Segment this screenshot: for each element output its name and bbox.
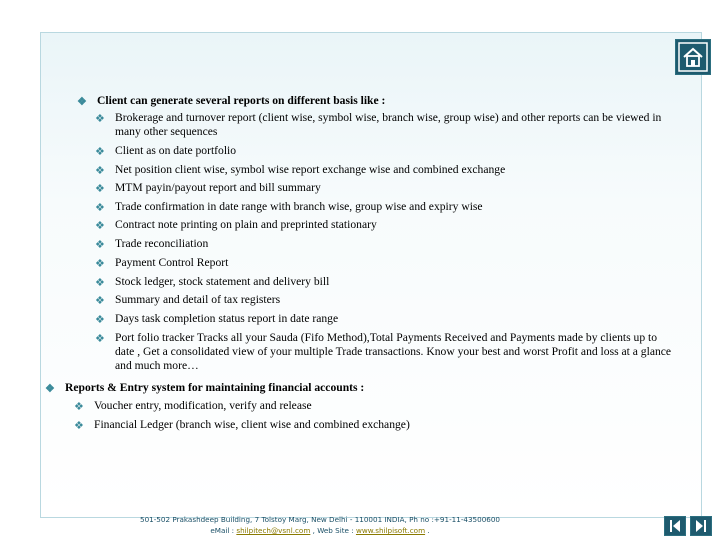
- list-item: ❖ Days task completion status report in date range: [95, 312, 339, 326]
- list-item: ❖ Summary and detail of tax registers: [95, 293, 281, 307]
- diamond-bullet-icon: ❖: [95, 333, 105, 345]
- diamond-bullet-icon: ❖: [74, 420, 84, 432]
- website-label: , Web Site :: [310, 526, 356, 535]
- list-item: ❖ Voucher entry, modification, verify and release: [74, 399, 312, 413]
- home-icon: [676, 40, 710, 74]
- section-heading-reports: ❖ Client can generate several reports on different basis like :: [77, 94, 386, 108]
- diamond-bullet-icon: ❖: [95, 183, 105, 195]
- next-slide-icon: [691, 517, 711, 535]
- next-slide-button[interactable]: [690, 516, 712, 536]
- home-button[interactable]: [675, 39, 711, 75]
- list-item: ❖ Stock ledger, stock statement and delivery bill: [95, 275, 330, 289]
- diamond-bullet-icon: ❖: [95, 165, 105, 177]
- list-item: ❖ Brokerage and turnover report (client wise, symbol wise, branch wise, group wise) and other reports can be viewed in many other sequences: [95, 111, 662, 138]
- list-item: ❖ Trade reconciliation: [95, 237, 209, 251]
- diamond-bullet-icon: ❖: [95, 258, 105, 270]
- diamond-bullet-icon: ❖: [77, 96, 87, 108]
- footer-address: 501-502 Prakashdeep Building, 7 Tolstoy Marg, New Delhi - 110001 INDIA, Ph no :+91-11-43500600: [140, 515, 500, 524]
- previous-slide-button[interactable]: [664, 516, 686, 536]
- list-item: ❖ Contract note printing on plain and preprinted stationary: [95, 218, 377, 232]
- list-item: ❖ Port folio tracker Tracks all your Sauda (Fifo Method),Total Payments Received and Payments made by clients up to date , Get a consolidated view of your multiple Trade transactions. Know your best and worst Profit and loss at a glance and much more…: [95, 331, 672, 372]
- diamond-bullet-icon: ❖: [95, 277, 105, 289]
- list-item: ❖ Payment Control Report: [95, 256, 229, 270]
- email-label: eMail :: [210, 526, 237, 535]
- website-link[interactable]: www.shilpisoft.com: [355, 526, 426, 535]
- diamond-bullet-icon: ❖: [95, 146, 105, 158]
- list-item: ❖ Net position client wise, symbol wise report exchange wise and combined exchange: [95, 163, 506, 177]
- list-item: ❖ Financial Ledger (branch wise, client wise and combined exchange): [74, 418, 410, 432]
- diamond-bullet-icon: ❖: [95, 113, 105, 125]
- previous-slide-icon: [665, 517, 685, 535]
- diamond-bullet-icon: ❖: [95, 239, 105, 251]
- list-item: ❖ Client as on date portfolio: [95, 144, 237, 158]
- diamond-bullet-icon: ❖: [95, 295, 105, 307]
- diamond-bullet-icon: ❖: [95, 220, 105, 232]
- diamond-bullet-icon: ❖: [95, 202, 105, 214]
- section-heading-accounts: ❖ Reports & Entry system for maintaining financial accounts :: [45, 381, 365, 395]
- email-link[interactable]: shilpitech@vsnl.com: [236, 526, 311, 535]
- footer: 501-502 Prakashdeep Building, 7 Tolstoy Marg, New Delhi - 110001 INDIA, Ph no :+91-11-43500600 eMail : shilpitech@vsnl.com , Web Site : www.shilpisoft.com .: [100, 514, 540, 536]
- diamond-bullet-icon: ❖: [74, 401, 84, 413]
- diamond-bullet-icon: ❖: [45, 383, 55, 395]
- list-item: ❖ Trade confirmation in date range with branch wise, group wise and expiry wise: [95, 200, 483, 214]
- diamond-bullet-icon: ❖: [95, 314, 105, 326]
- list-item: ❖ MTM payin/payout report and bill summary: [95, 181, 321, 195]
